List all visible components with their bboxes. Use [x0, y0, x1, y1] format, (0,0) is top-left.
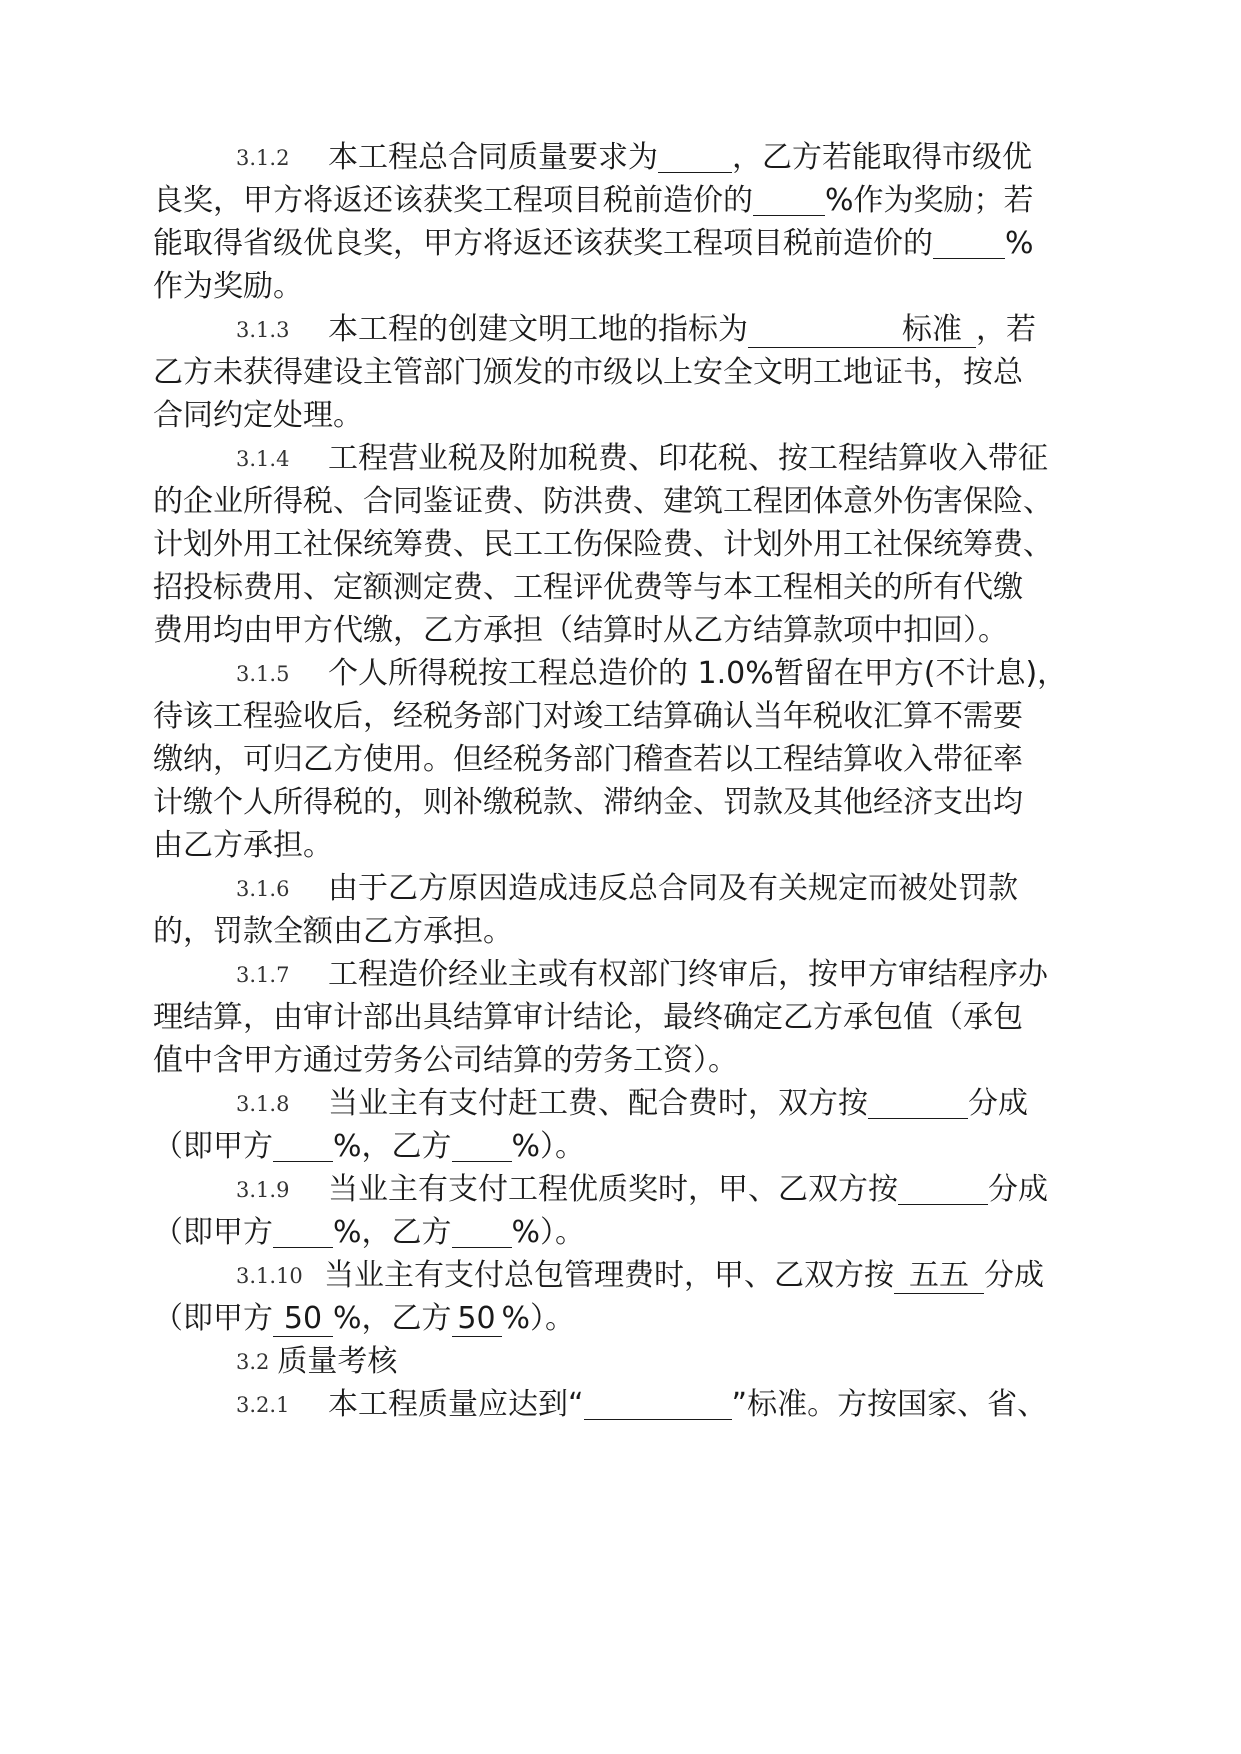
fill-blank	[584, 1389, 732, 1420]
clause-number: 3.1.5	[236, 662, 290, 686]
clause-3-1-2-line-2	[153, 181, 1153, 221]
fill-blank	[273, 1131, 333, 1162]
clause-text: 计缴个人所得税的，则补缴税款、滞纳金、罚款及其他经济支出均	[153, 785, 1023, 820]
clause-text: 本工程的创建文明工地的指标为	[328, 312, 748, 347]
clause-text: 的，罚款全额由乙方承担。	[153, 914, 513, 949]
clause-3-1-2-line-4	[153, 267, 1153, 307]
clause-3-1-5-line-4	[153, 783, 1153, 823]
clause-3-1-9-line-2	[153, 1213, 1153, 1253]
clause-text: 本工程总合同质量要求为	[328, 140, 658, 175]
clause-text: 个人所得税按工程总造价的 1.0%暂留在甲方(不计息)，	[328, 656, 1068, 691]
clause-number: 3.1.3	[236, 318, 290, 342]
clause-3-1-5-line-3	[153, 740, 1153, 780]
clause-3-1-4-line-4	[153, 568, 1153, 608]
clause-text: ，乙方若能取得市级优	[732, 140, 1032, 175]
clause-3-1-2-line-1	[236, 138, 1236, 178]
clause-text: 乙方未获得建设主管部门颁发的市级以上安全文明工地证书，按总	[153, 355, 1023, 390]
clause-text: %作为奖励；若	[825, 183, 1034, 218]
fill-blank	[753, 185, 825, 216]
fill-blank	[898, 1174, 988, 1205]
clause-3-1-6-line-1	[236, 869, 1236, 909]
clause-text: ”标准。方按国家、省、	[731, 1387, 1048, 1422]
clause-text: 工程营业税及附加税费、印花税、按工程结算收入带征	[328, 441, 1048, 476]
section-3-2-heading	[236, 1342, 1236, 1382]
clause-3-1-5-line-2	[153, 697, 1153, 737]
fill-value: 50	[452, 1302, 502, 1337]
clause-number: 3.1.10	[236, 1264, 303, 1288]
clause-text: 良奖，甲方将返还该获奖工程项目税前造价的	[153, 183, 753, 218]
clause-3-1-8-line-2	[153, 1127, 1153, 1167]
clause-text: 费用均由甲方代缴，乙方承担（结算时从乙方结算款项中扣回）。	[153, 613, 1008, 648]
clause-text: 理结算，由审计部出具结算审计结论，最终确定乙方承包值（承包	[153, 1000, 1023, 1035]
clause-number: 3.1.4	[236, 447, 290, 471]
clause-text: %	[1005, 226, 1034, 261]
clause-text: 当业主有支付赶工费、配合费时，双方按	[328, 1086, 868, 1121]
fill-value: 标准	[748, 313, 976, 348]
clause-3-1-5-line-1	[236, 654, 1236, 694]
clause-text: 计划外用工社保统筹费、民工工伤保险费、计划外用工社保统筹费、	[153, 527, 1053, 562]
clause-3-1-4-line-5	[153, 611, 1153, 651]
clause-3-1-9-line-1	[236, 1170, 1236, 1210]
fill-blank	[452, 1131, 512, 1162]
clause-3-1-3-line-2	[153, 353, 1153, 393]
fill-blank	[273, 1217, 333, 1248]
clause-text: 工程造价经业主或有权部门终审后，按甲方审结程序办	[328, 957, 1048, 992]
clause-text: %）。	[511, 1215, 586, 1250]
clause-text: %，乙方	[333, 1129, 452, 1164]
clause-3-1-4-line-2	[153, 482, 1153, 522]
clause-3-1-10-line-1	[236, 1256, 1236, 1296]
section-title: 质量考核	[277, 1344, 398, 1379]
clause-text: %，乙方	[333, 1215, 452, 1250]
clause-3-1-8-line-1	[236, 1084, 1236, 1124]
clause-text: 本工程质量应达到“	[328, 1387, 584, 1422]
clause-text: %）。	[501, 1301, 576, 1336]
clause-text: %）。	[511, 1129, 586, 1164]
fill-blank	[658, 142, 732, 173]
fill-value: 50	[273, 1302, 333, 1337]
clause-text: 当业主有支付工程优质奖时，甲、乙双方按	[328, 1172, 898, 1207]
clause-3-1-5-line-5	[153, 826, 1153, 866]
clause-number: 3.1.8	[236, 1092, 290, 1116]
clause-3-1-4-line-3	[153, 525, 1153, 565]
clause-number: 3.1.9	[236, 1178, 290, 1202]
clause-text: 值中含甲方通过劳务公司结算的劳务工资）。	[153, 1043, 738, 1078]
clause-text: 作为奖励。	[153, 269, 303, 304]
clause-text: （即甲方	[153, 1129, 273, 1164]
clause-text: 的企业所得税、合同鉴证费、防洪费、建筑工程团体意外伤害保险、	[153, 484, 1053, 519]
clause-text: 分成	[968, 1086, 1028, 1121]
clause-text: 能取得省级优良奖，甲方将返还该获奖工程项目税前造价的	[153, 226, 933, 261]
clause-3-1-7-line-3	[153, 1041, 1153, 1081]
clause-3-1-3-line-3	[153, 396, 1153, 436]
fill-value: 五五	[894, 1259, 984, 1294]
clause-3-1-6-line-2	[153, 912, 1153, 952]
clause-number: 3.1.7	[236, 963, 290, 987]
clause-3-1-3-line-1	[236, 310, 1236, 350]
clause-text: 当业主有支付总包管理费时，甲、乙双方按	[324, 1258, 894, 1293]
clause-text: %，乙方	[333, 1301, 452, 1336]
fill-blank	[868, 1088, 968, 1119]
clause-3-2-1-line-1	[236, 1385, 1236, 1425]
clause-3-1-7-line-2	[153, 998, 1153, 1038]
clause-3-1-7-line-1	[236, 955, 1236, 995]
clause-text: ，若	[976, 312, 1036, 347]
fill-blank	[452, 1217, 512, 1248]
clause-text: 由乙方承担。	[153, 828, 333, 863]
clause-3-1-4-line-1	[236, 439, 1236, 479]
clause-number: 3.1.2	[236, 146, 290, 170]
clause-number: 3.2.1	[236, 1393, 290, 1417]
clause-text: 合同约定处理。	[153, 398, 363, 433]
clause-text: （即甲方	[153, 1215, 273, 1250]
section-number: 3.2	[236, 1350, 270, 1374]
clause-text: 待该工程验收后，经税务部门对竣工结算确认当年税收汇算不需要	[153, 699, 1023, 734]
clause-number: 3.1.6	[236, 877, 290, 901]
clause-text: 分成	[988, 1172, 1048, 1207]
clause-text: 招投标费用、定额测定费、工程评优费等与本工程相关的所有代缴	[153, 570, 1023, 605]
clause-3-1-10-line-2	[153, 1299, 1153, 1339]
clause-3-1-2-line-3	[153, 224, 1153, 264]
clause-text: 缴纳，可归乙方使用。但经税务部门稽查若以工程结算收入带征率	[153, 742, 1023, 777]
clause-text: 分成	[984, 1258, 1044, 1293]
fill-blank	[933, 228, 1005, 259]
clause-text: 由于乙方原因造成违反总合同及有关规定而被处罚款	[328, 871, 1018, 906]
clause-text: （即甲方	[153, 1301, 273, 1336]
